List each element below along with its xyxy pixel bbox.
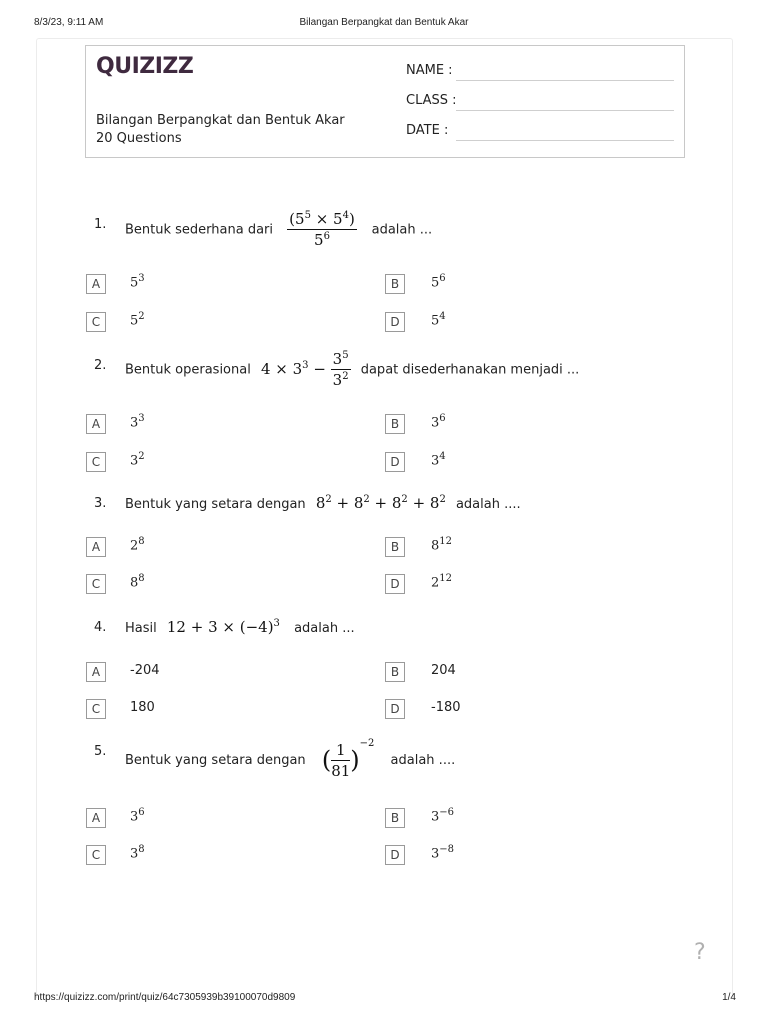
option-value: $5^4$ [431,311,446,329]
option-letter-c: C [86,845,106,865]
option-value: $3^3$ [130,413,145,431]
option-value: $3^6$ [431,413,446,431]
class-line [456,110,674,111]
option-letter-c: C [86,699,106,719]
option-value: $2^{12}$ [431,573,453,591]
option-value: -180 [431,700,461,715]
question-text [125,618,355,636]
option-value: $3^{-6}$ [431,807,455,825]
question-suffix: dapat disederhanakan menjadi ... [360,362,580,378]
option-letter-a: A [86,662,106,682]
option-value: $3^6$ [130,807,145,825]
option-value: $8^8$ [130,573,145,591]
question-expression: $4 \times 3^3$ − $\frac{3^5}{3^2}$ [260,350,349,389]
option-letter-c: C [86,574,106,594]
page-number: 1/4 [722,992,736,1003]
question-expression: $12 + 3 \times (-4)^3$ [166,618,280,636]
question-suffix: adalah .... [455,497,521,512]
option-letter-b: B [385,662,405,682]
option-letter-b: B [385,808,405,828]
question-expression: ( $\frac{1}{81}$ )$^{-2}$ [321,738,375,780]
question-text [125,210,432,249]
name-line [456,80,674,81]
name-field [406,63,676,81]
question-number: 4. [94,620,107,635]
question-text [125,494,521,512]
quiz-title: Bilangan Berpangkat dan Bentuk Akar [96,113,345,128]
question-suffix: adalah .... [390,753,456,768]
option-letter-a: A [86,808,106,828]
option-value: -204 [130,663,160,678]
date-label: DATE : [406,123,449,138]
option-value: 180 [130,700,155,715]
question-prefix: Bentuk yang setara dengan [125,497,306,512]
question-number: 2. [94,358,107,373]
print-footer [0,992,768,1006]
option-letter-c: C [86,452,106,472]
option-value: $3^8$ [130,844,145,862]
option-letter-d: D [385,699,405,719]
option-letter-a: A [86,274,106,294]
option-value: $8^{12}$ [431,536,453,554]
option-value: $5^3$ [130,273,145,291]
question-prefix: Bentuk sederhana dari [125,222,274,238]
quizizz-logo: QUIZIZZ [96,54,194,79]
question-prefix: Hasil [125,621,157,636]
option-value: $3^2$ [130,451,145,469]
question-expression: $8^2 + 8^2 + 8^2 + 8^2$ [315,494,446,512]
option-value: $3^{-8}$ [431,844,455,862]
question-count: 20 Questions [96,131,182,146]
option-value: $2^8$ [130,536,145,554]
class-field [406,93,676,111]
option-letter-d: D [385,845,405,865]
print-title: Bilangan Berpangkat dan Bentuk Akar [299,17,469,28]
date-line [456,140,674,141]
option-value: $5^6$ [431,273,446,291]
class-label: CLASS : [406,93,457,108]
question-text [125,350,579,389]
option-letter-a: A [86,414,106,434]
option-letter-d: D [385,312,405,332]
name-label: NAME : [406,63,453,78]
option-letter-a: A [86,537,106,557]
question-text [125,738,455,780]
question-expression: $\frac{(5^5 \times 5^4)}{5^6}$ [289,210,355,249]
print-url: https://quizizz.com/print/quiz/64c7305939b39100070d9809 [34,992,296,1003]
option-value: $5^2$ [130,311,145,329]
question-mark-icon[interactable]: ? [694,940,706,965]
option-letter-c: C [86,312,106,332]
question-number: 1. [94,217,107,232]
option-letter-d: D [385,574,405,594]
question-suffix: adalah ... [294,621,355,636]
date-field [406,123,676,141]
option-letter-b: B [385,274,405,294]
option-letter-b: B [385,537,405,557]
option-letter-b: B [385,414,405,434]
question-number: 5. [94,744,107,759]
question-suffix: adalah ... [371,222,433,238]
question-prefix: Bentuk yang setara dengan [125,753,306,768]
question-number: 3. [94,496,107,511]
option-value: 204 [431,663,456,678]
print-date: 8/3/23, 9:11 AM [34,17,104,28]
option-value: $3^4$ [431,451,446,469]
quiz-header-box [85,45,685,158]
option-letter-d: D [385,452,405,472]
question-prefix: Bentuk operasional [125,362,251,378]
print-header [0,17,768,31]
